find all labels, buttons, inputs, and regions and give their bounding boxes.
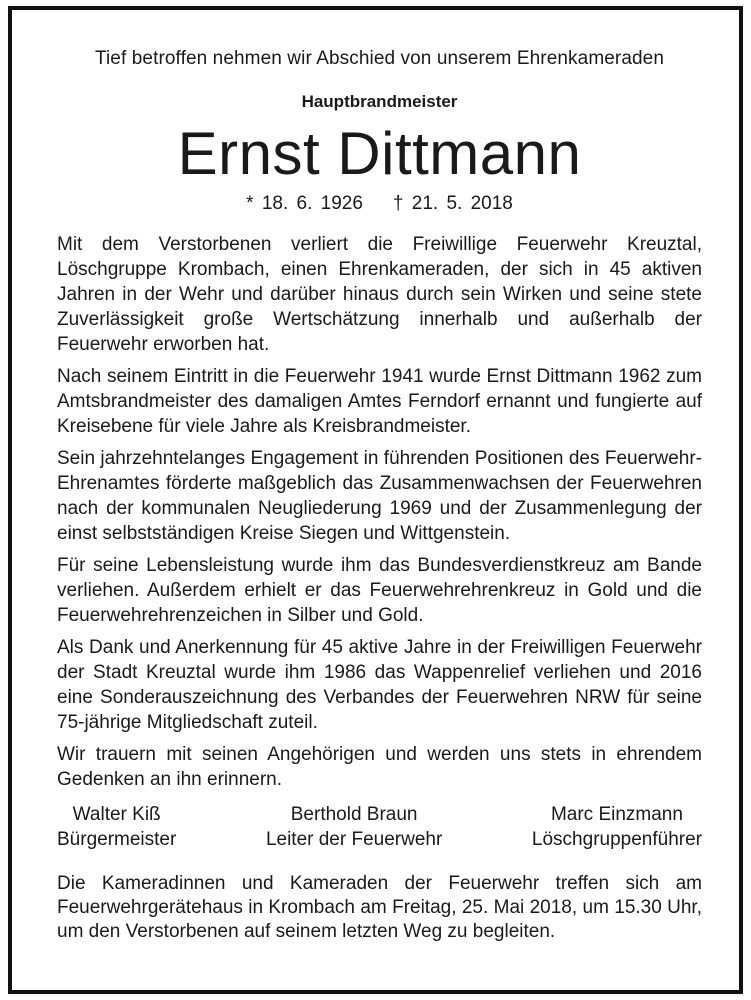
paragraph: Wir trauern mit seinen Angehörigen und werden uns stets in ehrendem Gedenken an ihn erinnern. [57,744,702,790]
rank-title: Hauptbrandmeister [301,92,458,111]
paragraph: Sein jahrzehntelanges Engagement in führenden Positionen des Feuerwehr-Ehrenamtes förderte maßgeblich das Zusammenwachsen der Feuerwehren nach der kommunalen Neugliederung 1969 und der Zusammenlegung der einst selbstständigen Kreise Siegen und Wittgenstein. [57,448,702,544]
paragraph: Mit dem Verstorbenen verliert die Freiwillige Feuerwehr Kreuztal, Löschgruppe Krombach, einen Ehrenkameraden, der sich in 45 aktiven Jahren in der Wehr und darüber hinaus durch sein Wirken und seine stete Zuverlässigkeit große Wertschätzung innerhalb und außerhalb der Feuerwehr erworben hat. [57,234,702,355]
paragraph: Nach seinem Eintritt in die Feuerwehr 1941 wurde Ernst Dittmann 1962 zum Amtsbrandmeister des damaligen Amtes Ferndorf ernannt und fungierte auf Kreisebene für viele Jahre als Kreisbrandmeister. [57,366,702,437]
signatory-name: Walter Kiß [72,804,161,825]
paragraph: Für seine Lebensleistung wurde ihm das Bundesverdienstkreuz am Bande verliehen. Außerdem erhielt er das Feuerwehrehrenkreuz in Gold und die Feuerwehrehrenzeichen in Silber und Gold. [57,555,702,626]
birth-date: * 18. 6. 1926 [246,193,363,214]
signatory-role: Bürgermeister [57,829,177,850]
signatory-name: Marc Einzmann [550,804,683,825]
paragraph: Als Dank und Anerkennung für 45 aktive Jahre in der Freiwilligen Feuerwehr der Stadt Kreuztal wurde ihm 1986 das Wappenrelief verliehen und 2016 eine Sonderauszeichnung des Verbandes der Feuerwehren NRW für seine 75-jährige Mitgliedschaft zuteil. [57,637,702,733]
signatory-role: Löschgruppenführer [531,829,702,850]
signature [266,802,442,852]
signature [57,802,176,852]
obituary-text [57,232,702,799]
signatory-name: Berthold Braun [290,804,418,825]
signature [532,802,702,852]
closing-text: Die Kameradinnen und Kameraden der Feuerwehr treffen sich am Feuerwehrgerätehaus in Krombach am Freitag, 25. Mai 2018, um 15.30 Uhr, um den Verstorbenen auf seinem letzten Weg zu begleiten. [57,873,702,942]
signature-block [57,802,702,852]
deceased-name: Ernst Dittmann [177,120,582,187]
life-dates [57,193,702,215]
obituary-frame [8,6,743,994]
death-date: † 21. 5. 2018 [392,193,513,214]
signatory-role: Leiter der Feuerwehr [265,829,443,850]
intro-line: Tief betroffen nehmen wir Abschied von unserem Ehrenkameraden [94,48,665,69]
